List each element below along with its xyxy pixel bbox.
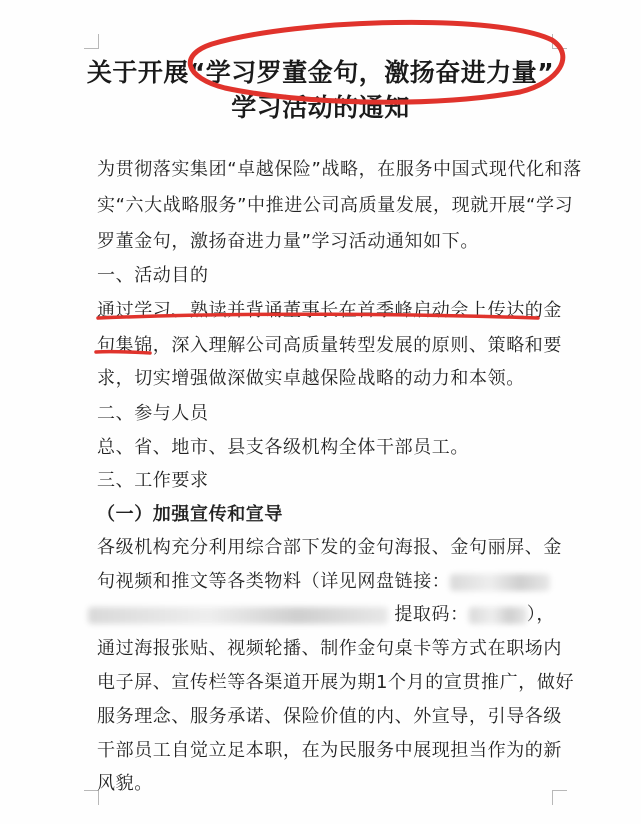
paragraph-line: 风貌。 [97,773,153,794]
section-heading: 一、活动目的 [97,265,209,286]
closing-paren: ）， [526,604,555,625]
paragraph-line: 电子屏、宣传栏等各渠道开展为期1个月的宣贯推广，做好 [97,672,575,693]
section-heading: 三、工作要求 [97,470,209,491]
page-corner-mark [552,790,567,805]
paragraph-line: 通过学习、熟读并背诵董事长在首季峰启动会上传达的金 [97,300,562,321]
redacted-code [469,607,527,624]
paragraph-line: 求，切实增强做深做实卓越保险战略的动力和本领。 [97,368,525,389]
paragraph-line: 通过海报张贴、视频轮播、制作金句桌卡等方式在职场内 [97,638,562,659]
paragraph-line: 实“六大战略服务”中推进公司高质量发展，现就开展“学习 [97,195,574,216]
paragraph-line: 干部员工自觉立足本职，在为民服务中展现担当作为的新 [97,740,562,761]
paragraph-line: 罗董金句，激扬奋进力量”学习活动通知如下。 [97,231,479,252]
paragraph-line: 总、省、地市、县支各级机构全体干部员工。 [97,437,469,458]
paragraph-line [88,600,555,626]
document-title-line-1: 关于开展“学习罗董金句，激扬奋进力量” [86,58,555,87]
paragraph-line: 为贯彻落实集团“卓越保险”战略，在服务中国式现代化和落 [97,159,582,180]
subsection-heading: （一）加强宣传和宣导 [97,504,283,525]
extract-code-label: 提取码： [394,604,469,625]
redacted-url [88,607,388,624]
paragraph-line: 服务理念、服务承诺、保险价值的内、外宣导，引导各级 [97,706,562,727]
section-heading: 二、参与人员 [97,403,209,424]
paragraph-line: 各级机构充分利用综合部下发的金句海报、金句丽屏、金 [97,537,562,558]
paragraph-line: 句集锦，深入理解公司高质量转型发展的原则、策略和要 [97,335,562,356]
page-corner-mark [84,34,99,49]
document-title-line-2: 学习活动的通知 [231,93,410,122]
redacted-link [450,574,550,591]
link-intro-text: 句视频和推文等各类物料（详见网盘链接： [97,571,451,592]
paragraph-line [97,567,550,593]
page-corner-mark [552,34,567,49]
